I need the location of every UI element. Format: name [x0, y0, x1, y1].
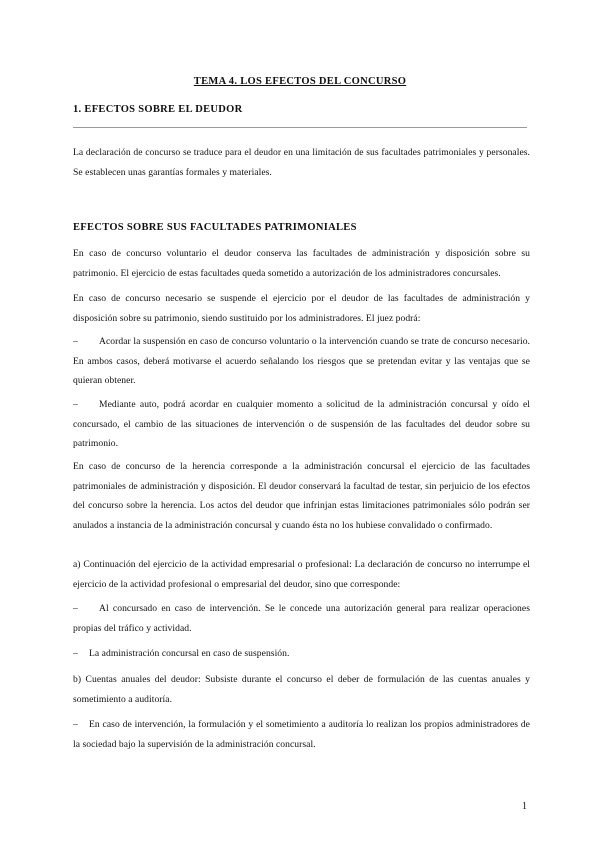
list-item-auto — [73, 395, 530, 454]
list-item-text: Al concursado en caso de intervención. Se le concede una autorización general para realizar operaciones propias del tráfico y actividad. — [73, 603, 530, 634]
dash-marker: – — [73, 336, 78, 347]
paragraph-necesario: En caso de concurso necesario se suspende el ejercicio por el deudor de las facultades de administración y disposición sobre su patrimonio, siendo sustituido por los administradores. El juez podrá: — [73, 293, 530, 324]
dash-marker: – — [73, 648, 78, 659]
dash-marker: – — [73, 399, 78, 410]
paragraph-herencia: En caso de concurso de la herencia corresponde a la administración concursal el ejercicio de las facultades patrimoniales de administración y disposición. El deudor conservará la facultad de testar, sin perjuicio de los efectos del concurso sobre la herencia. Los actos del deudor que infrinjan estas limitaciones patrimoniales sólo podrán ser anulados a instancia de la administración concursal y cuando ésta no los hubiese convalidado o confirmado. — [73, 461, 530, 531]
list-item-suspension-admin — [73, 644, 530, 664]
list-item-text: La administración concursal en caso de suspensión. — [89, 648, 290, 659]
list-item-auditoria — [73, 715, 530, 754]
paragraph-continuacion: a) Continuación del ejercicio de la actividad empresarial o profesional: La declaración de concurso no interrumpe el ejercicio de la actividad profesional o empresarial del deudor, sino que corresponde: — [73, 559, 530, 590]
document-title: TEMA 4. LOS EFECTOS DEL CONCURSO — [193, 76, 407, 87]
dash-marker: – — [73, 719, 78, 730]
list-item-text: Acordar la suspensión en caso de concurso voluntario o la intervención cuando se trate de concurso necesario. En ambos casos, deberá motivarse el acuerdo señalando los riesgos que se pretendan evitar y las ventajas que se quieran obtener. — [73, 336, 530, 386]
list-item-intervencion — [73, 599, 530, 638]
section-heading-deudor: 1. EFECTOS SOBRE EL DEUDOR — [73, 104, 243, 115]
paragraph-voluntario: En caso de concurso voluntario el deudor conserva las facultades de administración y disposición sobre su patrimonio. El ejercicio de estas facultades queda sometido a autorización de los administradores concursales. — [73, 248, 530, 279]
section-heading-facultades: EFECTOS SOBRE SUS FACULTADES PATRIMONIALES — [73, 222, 357, 233]
list-item-text: Mediante auto, podrá acordar en cualquier momento a solicitud de la administración concursal y oído el concursado, el cambio de las situaciones de intervención o de suspensión de las facultades del deudor sobre su patrimonio. — [73, 399, 530, 449]
page-number: 1 — [522, 801, 527, 812]
list-item-text: En caso de intervención, la formulación y el sometimiento a auditoría lo realizan los propios administradores de la sociedad bajo la supervisión de la administración concursal. — [73, 719, 530, 750]
paragraph-cuentas: b) Cuentas anuales del deudor: Subsiste durante el concurso el deber de formulación de las cuentas anuales y sometimiento a auditoría. — [73, 674, 530, 705]
intro-paragraph: La declaración de concurso se traduce para el deudor en una limitación de sus facultades patrimoniales y personales. Se establecen unas garantías formales y materiales. — [73, 147, 530, 178]
horizontal-rule — [73, 127, 527, 128]
list-item-suspension — [73, 332, 530, 391]
dash-marker: – — [73, 603, 78, 614]
